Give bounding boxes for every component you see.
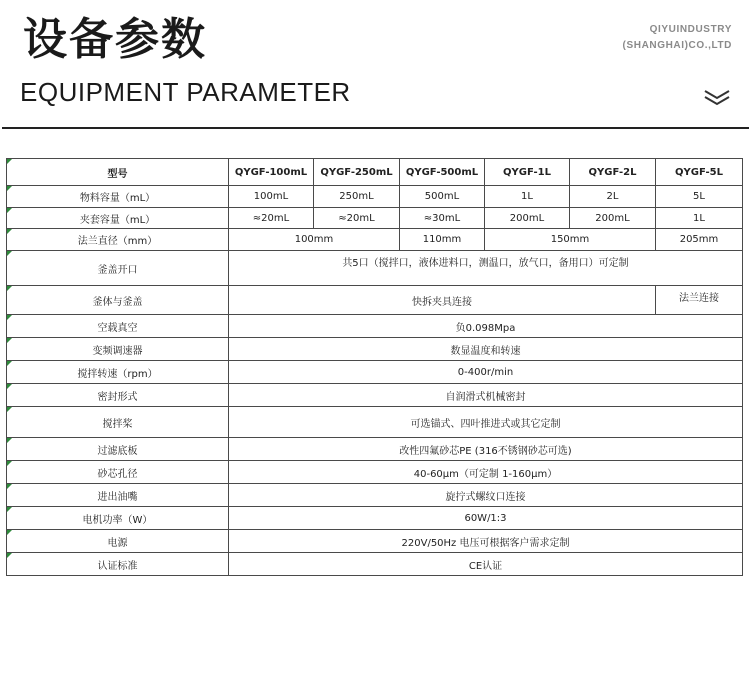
table-cell: 自润滑式机械密封 bbox=[229, 384, 743, 407]
table-row bbox=[7, 407, 743, 438]
table-cell: 法兰连接 bbox=[656, 286, 743, 315]
table-cell: 40-60μm（可定制 1-160μm） bbox=[229, 461, 743, 484]
table-row bbox=[7, 461, 743, 484]
model-1l: QYGF-1L bbox=[485, 159, 570, 186]
row-label-vacuum: 空载真空 bbox=[7, 315, 229, 338]
table-cell: ≈20mL bbox=[314, 208, 400, 229]
row-label-flange-diameter: 法兰直径（mm） bbox=[7, 229, 229, 251]
table-cell: 1L bbox=[656, 208, 743, 229]
table-cell: 205mm bbox=[656, 229, 743, 251]
table-header-row bbox=[7, 159, 743, 186]
table-row bbox=[7, 553, 743, 576]
model-250ml: QYGF-250mL bbox=[314, 159, 400, 186]
parameter-table bbox=[6, 158, 743, 576]
table-cell: 250mL bbox=[314, 186, 400, 208]
table-row bbox=[7, 186, 743, 208]
header-divider bbox=[2, 127, 749, 129]
table-row bbox=[7, 338, 743, 361]
table-row bbox=[7, 315, 743, 338]
table-cell: 0-400r/min bbox=[229, 361, 743, 384]
table-cell: 1L bbox=[485, 186, 570, 208]
page-subtitle: EQUIPMENT PARAMETER bbox=[20, 77, 351, 107]
table-row bbox=[7, 530, 743, 553]
model-5l: QYGF-5L bbox=[656, 159, 743, 186]
row-label-jacket-capacity: 夹套容量（mL） bbox=[7, 208, 229, 229]
row-label-power-supply: 电源 bbox=[7, 530, 229, 553]
table-row bbox=[7, 229, 743, 251]
row-label-pore-size: 砂芯孔径 bbox=[7, 461, 229, 484]
row-label-filter-plate: 过滤底板 bbox=[7, 438, 229, 461]
row-label-inverter: 变频调速器 bbox=[7, 338, 229, 361]
row-label-material-capacity: 物料容量（mL） bbox=[7, 186, 229, 208]
table-cell: 200mL bbox=[485, 208, 570, 229]
model-label: 型号 bbox=[7, 159, 229, 186]
row-label-motor-power: 电机功率（W） bbox=[7, 507, 229, 530]
table-cell: 500mL bbox=[400, 186, 485, 208]
table-cell: 100mL bbox=[229, 186, 314, 208]
company-name-line2: (SHANGHAI)CO.,LTD bbox=[622, 40, 732, 51]
table-cell: 改性四氟砂芯PE (316不锈钢砂芯可选) bbox=[229, 438, 743, 461]
table-cell: 快拆夹具连接 bbox=[229, 286, 656, 315]
double-chevron-down-icon bbox=[703, 88, 731, 106]
table-cell: 60W/1:3 bbox=[229, 507, 743, 530]
table-row bbox=[7, 384, 743, 407]
row-label-lid-openings: 釜盖开口 bbox=[7, 251, 229, 286]
table-cell: 共5口（搅拌口，液体进料口，测温口，放气口，备用口）可定制 bbox=[229, 251, 743, 286]
table-cell: 100mm bbox=[229, 229, 400, 251]
table-cell: 5L bbox=[656, 186, 743, 208]
table-cell: ≈20mL bbox=[229, 208, 314, 229]
table-row bbox=[7, 251, 743, 286]
table-cell: 2L bbox=[570, 186, 656, 208]
row-label-body-lid: 釜体与釜盖 bbox=[7, 286, 229, 315]
table-cell: 数显温度和转速 bbox=[229, 338, 743, 361]
page-header bbox=[0, 0, 749, 132]
row-label-stir-speed: 搅拌转速（rpm） bbox=[7, 361, 229, 384]
model-2l: QYGF-2L bbox=[570, 159, 656, 186]
table-row bbox=[7, 484, 743, 507]
table-row bbox=[7, 438, 743, 461]
company-name-line1: QIYUINDUSTRY bbox=[649, 24, 732, 35]
table-cell: 220V/50Hz 电压可根据客户需求定制 bbox=[229, 530, 743, 553]
table-cell: 110mm bbox=[400, 229, 485, 251]
row-label-certification: 认证标准 bbox=[7, 553, 229, 576]
table-cell: CE认证 bbox=[229, 553, 743, 576]
row-label-nozzle: 进出油嘴 bbox=[7, 484, 229, 507]
page-title: 设备参数 bbox=[23, 14, 207, 65]
row-label-seal: 密封形式 bbox=[7, 384, 229, 407]
company-name bbox=[623, 22, 732, 54]
table-cell: 可选锚式、四叶推进式或其它定制 bbox=[229, 407, 743, 438]
table-row bbox=[7, 361, 743, 384]
model-500ml: QYGF-500mL bbox=[400, 159, 485, 186]
table-row bbox=[7, 507, 743, 530]
table-cell: 负0.098Mpa bbox=[229, 315, 743, 338]
table-cell: ≈30mL bbox=[400, 208, 485, 229]
model-100ml: QYGF-100mL bbox=[229, 159, 314, 186]
table-row bbox=[7, 208, 743, 229]
table-cell: 200mL bbox=[570, 208, 656, 229]
table-cell: 150mm bbox=[485, 229, 656, 251]
row-label-paddle: 搅拌桨 bbox=[7, 407, 229, 438]
table-row bbox=[7, 286, 743, 315]
table-cell: 旋拧式螺纹口连接 bbox=[229, 484, 743, 507]
